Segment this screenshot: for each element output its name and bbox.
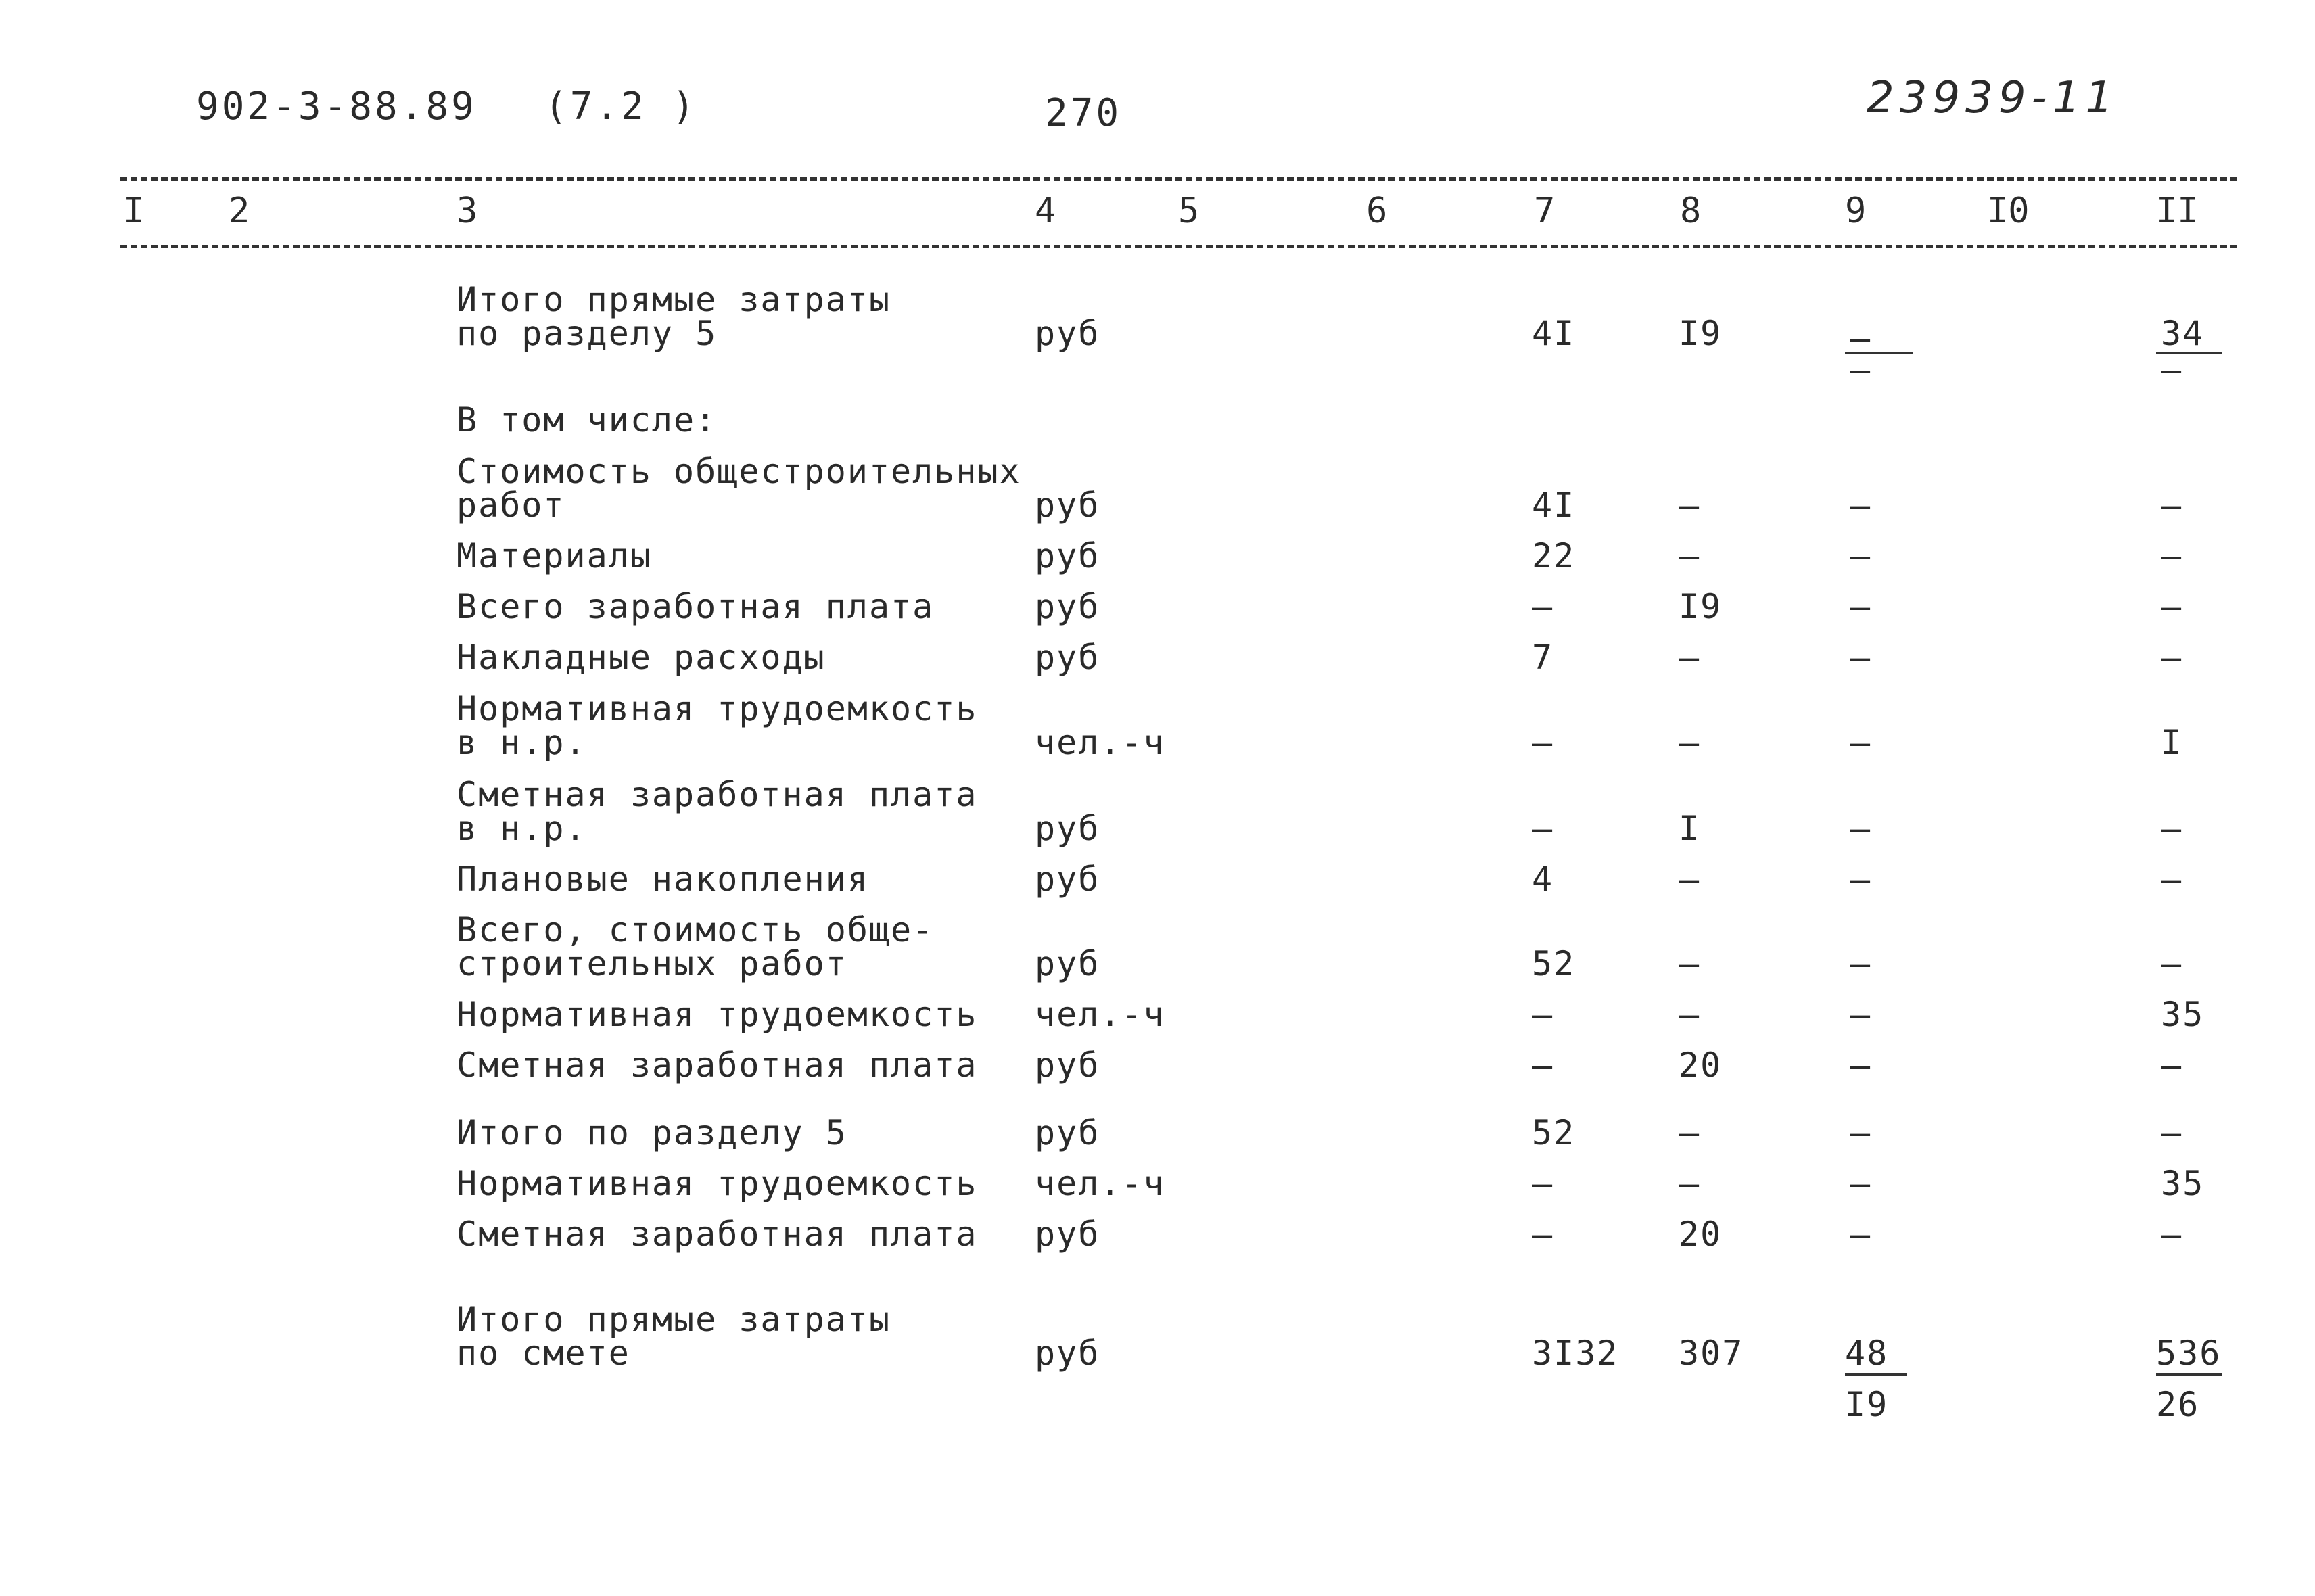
cell-col11: –	[2161, 486, 2183, 525]
column-header-10: I0	[1987, 191, 2030, 231]
cell-col7: 4I	[1532, 486, 1576, 525]
row-unit: руб	[1035, 1046, 1100, 1085]
cell-col7: –	[1532, 809, 1554, 848]
row-label: В том числе:	[457, 400, 718, 440]
column-header-6: 6	[1366, 191, 1388, 231]
cell-col7: –	[1532, 1215, 1554, 1254]
cell-col7: 4	[1532, 860, 1554, 899]
row-unit: руб	[1035, 1215, 1100, 1254]
page-number: 270	[1045, 91, 1122, 135]
cell-col9: –	[1850, 587, 1872, 626]
cell-col11: –	[2161, 809, 2183, 848]
cell-col7: 22	[1532, 536, 1576, 576]
cell-col9: –	[1850, 1215, 1872, 1254]
column-header-9: 9	[1845, 191, 1867, 231]
column-header-7: 7	[1534, 191, 1556, 231]
cell-col11-numerator: 34	[2161, 314, 2205, 353]
column-header-11: II	[2156, 191, 2199, 231]
cell-col9: –	[1850, 638, 1872, 677]
cell-col8: 307	[1679, 1334, 1744, 1373]
cell-col8: –	[1679, 860, 1701, 899]
row-label: Сметная заработная плата	[457, 775, 978, 814]
cell-col11: –	[2161, 860, 2183, 899]
cell-col9: –	[1850, 536, 1872, 576]
row-label-cont: в н.р.	[457, 809, 587, 848]
table-header-rule	[120, 245, 2237, 248]
cell-col7: –	[1532, 1046, 1554, 1085]
row-label: Итого по разделу 5	[457, 1113, 847, 1152]
row-unit: руб	[1035, 638, 1100, 677]
cell-col8: –	[1679, 638, 1701, 677]
row-unit: руб	[1035, 944, 1100, 983]
cell-col7: 4I	[1532, 314, 1576, 353]
cell-col8: –	[1679, 944, 1701, 983]
cell-col9: –	[1850, 860, 1872, 899]
table-top-rule	[120, 177, 2237, 181]
cell-col7: 3I32	[1532, 1334, 1619, 1373]
row-label: Нормативная трудоемкость	[457, 1164, 978, 1203]
cell-col11: I	[2161, 723, 2183, 762]
cell-col9-denominator: I9	[1845, 1385, 1889, 1424]
cell-col8: –	[1679, 995, 1701, 1034]
cell-col8: –	[1679, 723, 1701, 762]
cell-col8: –	[1679, 1164, 1701, 1203]
cell-col8: –	[1679, 536, 1701, 576]
cell-col11: 35	[2161, 1164, 2205, 1203]
row-label: Сметная заработная плата	[457, 1046, 978, 1085]
cell-col9: –	[1850, 1113, 1872, 1152]
cell-col9-numerator: 48	[1845, 1334, 1889, 1373]
row-unit: чел.-ч	[1035, 995, 1165, 1034]
row-label-cont: работ	[457, 486, 565, 525]
cell-col11: –	[2161, 587, 2183, 626]
column-header-1: I	[123, 191, 145, 231]
row-label: Нормативная трудоемкость	[457, 995, 978, 1034]
fraction-line	[2156, 1373, 2222, 1376]
column-header-5: 5	[1178, 191, 1200, 231]
row-label-cont: по разделу 5	[457, 314, 718, 353]
document-code: 902-3-88.89	[196, 85, 477, 128]
fraction-line	[1845, 1373, 1907, 1376]
row-unit: руб	[1035, 860, 1100, 899]
row-label-cont: в н.р.	[457, 723, 587, 762]
row-unit: руб	[1035, 587, 1100, 626]
row-label: Сметная заработная плата	[457, 1215, 978, 1254]
cell-col7: –	[1532, 723, 1554, 762]
cell-col11: –	[2161, 1215, 2183, 1254]
cell-col7: 52	[1532, 1113, 1576, 1152]
row-label-cont: строительных работ	[457, 944, 847, 983]
row-unit: чел.-ч	[1035, 1164, 1165, 1203]
row-unit: руб	[1035, 486, 1100, 525]
cell-col7: –	[1532, 587, 1554, 626]
row-label: Нормативная трудоемкость	[457, 689, 978, 728]
cell-col8: I9	[1679, 587, 1723, 626]
cell-col11: –	[2161, 1113, 2183, 1152]
row-label: Накладные расходы	[457, 638, 826, 677]
cell-col8: 20	[1679, 1046, 1723, 1085]
cell-col9: –	[1850, 1164, 1872, 1203]
row-label: Плановые накопления	[457, 860, 869, 899]
cell-col8: –	[1679, 486, 1701, 525]
cell-col11-denominator: 26	[2156, 1385, 2200, 1424]
cell-col8: –	[1679, 1113, 1701, 1152]
row-unit: руб	[1035, 1334, 1100, 1373]
cell-col8: 20	[1679, 1215, 1723, 1254]
handwritten-reference: 23939-11	[1867, 73, 2119, 123]
row-label: Итого прямые затраты	[457, 280, 891, 319]
cell-col9: –	[1850, 1046, 1872, 1085]
cell-col11-numerator: 536	[2156, 1334, 2222, 1373]
row-unit: руб	[1035, 536, 1100, 576]
row-unit: руб	[1035, 1113, 1100, 1152]
row-label: Всего заработная плата	[457, 587, 935, 626]
section-number: (7.2 )	[544, 85, 698, 128]
cell-col11: –	[2161, 536, 2183, 576]
column-header-4: 4	[1035, 191, 1056, 231]
row-label: Материалы	[457, 536, 652, 576]
cell-col7: –	[1532, 1164, 1554, 1203]
row-label: Стоимость общестроительных	[457, 452, 1021, 491]
cell-col9: –	[1850, 944, 1872, 983]
cell-col9-denominator: –	[1850, 350, 1872, 390]
cell-col7: –	[1532, 995, 1554, 1034]
cell-col7: 52	[1532, 944, 1576, 983]
cell-col9: –	[1850, 486, 1872, 525]
cell-col11: –	[2161, 1046, 2183, 1085]
cell-col9: –	[1850, 995, 1872, 1034]
cell-col11: –	[2161, 944, 2183, 983]
column-header-8: 8	[1680, 191, 1702, 231]
cell-col9: –	[1850, 723, 1872, 762]
cell-col9: –	[1850, 809, 1872, 848]
cell-col9-numerator: –	[1850, 319, 1872, 358]
row-label: Всего, стоимость обще-	[457, 910, 935, 949]
row-unit: чел.-ч	[1035, 723, 1165, 762]
cell-col11-denominator: –	[2161, 350, 2183, 390]
column-header-3: 3	[457, 191, 478, 231]
cell-col11: 35	[2161, 995, 2205, 1034]
row-unit: руб	[1035, 314, 1100, 353]
column-header-2: 2	[229, 191, 250, 231]
cell-col7: 7	[1532, 638, 1554, 677]
cell-col11: –	[2161, 638, 2183, 677]
row-unit: руб	[1035, 809, 1100, 848]
cell-col8: I9	[1679, 314, 1723, 353]
cell-col8: I	[1679, 809, 1701, 848]
row-label: Итого прямые затраты	[457, 1300, 891, 1339]
row-label-cont: по смете	[457, 1334, 630, 1373]
